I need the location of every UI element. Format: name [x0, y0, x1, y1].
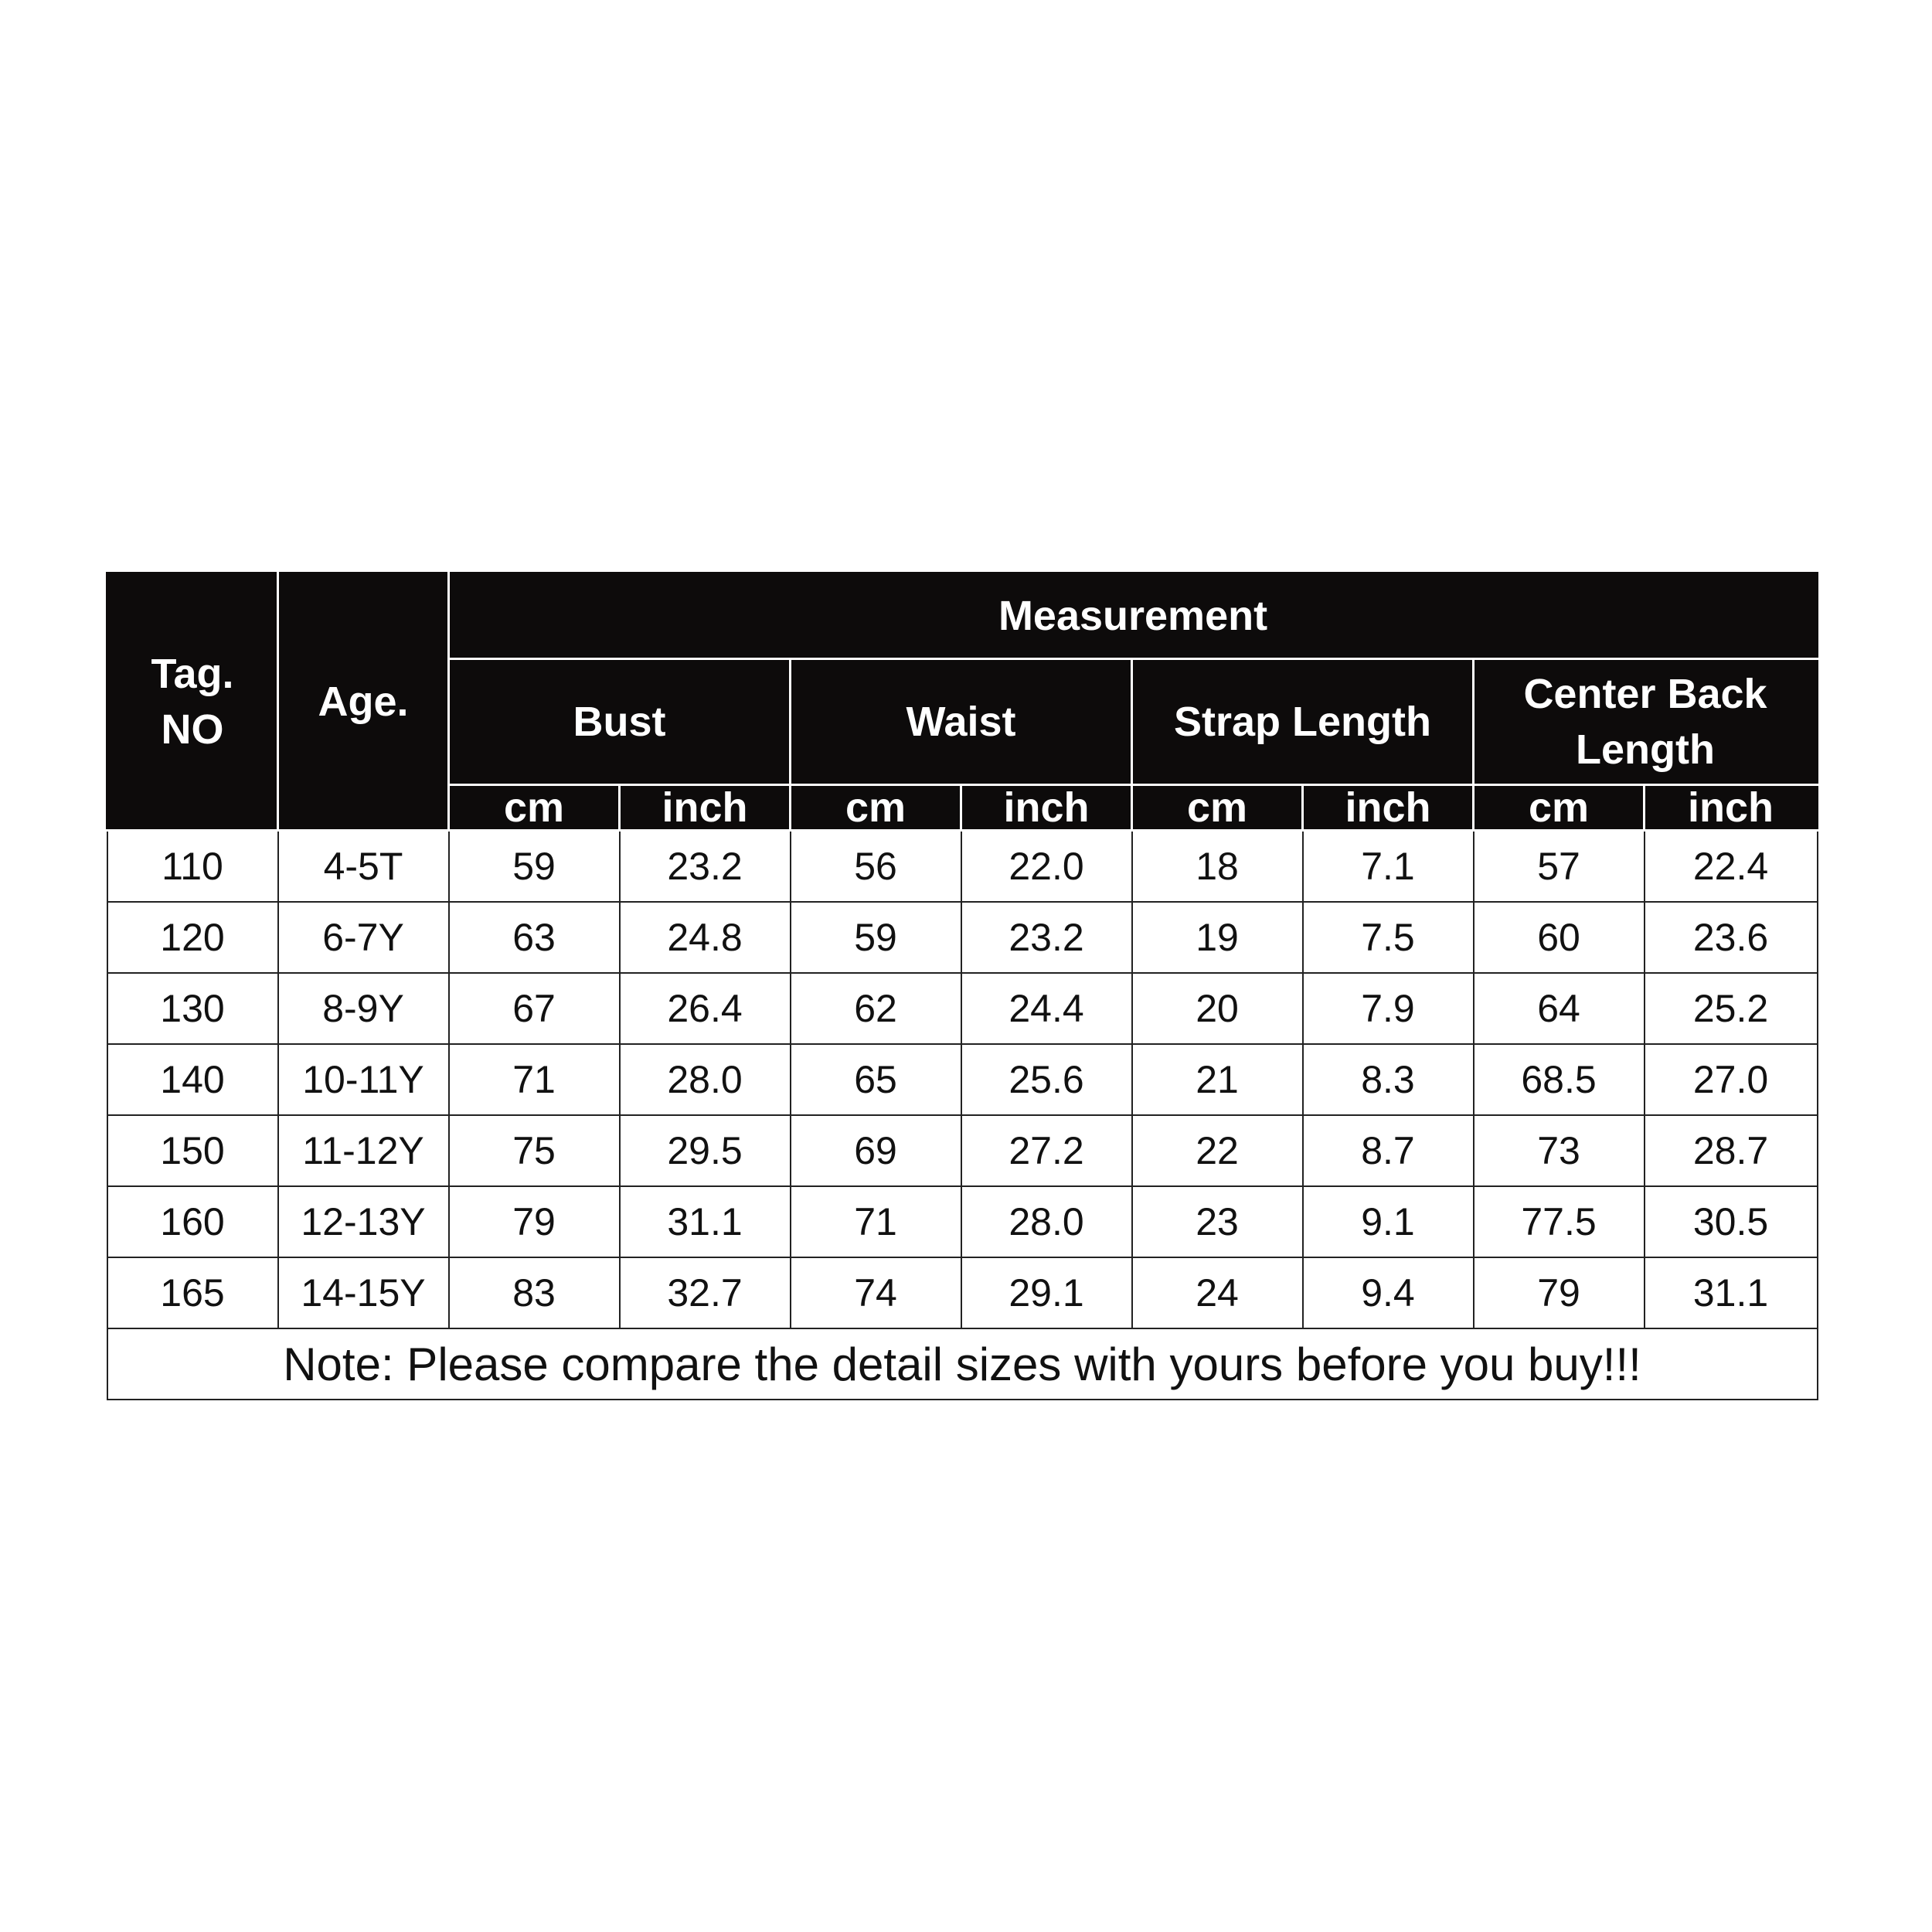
cell-back-cm: 60 — [1474, 902, 1645, 973]
cell-age: 12-13Y — [278, 1186, 449, 1257]
unit-bust-cm: cm — [449, 785, 620, 831]
cell-age: 11-12Y — [278, 1115, 449, 1186]
cell-tag: 165 — [107, 1257, 278, 1328]
cell-bust-inch: 28.0 — [620, 1044, 791, 1115]
cell-back-inch: 30.5 — [1645, 1186, 1818, 1257]
table-row — [107, 1257, 1818, 1328]
cell-age: 10-11Y — [278, 1044, 449, 1115]
cell-bust-cm: 71 — [449, 1044, 620, 1115]
cell-back-cm: 79 — [1474, 1257, 1645, 1328]
cell-back-inch: 25.2 — [1645, 973, 1818, 1044]
table-body — [107, 831, 1818, 1400]
cell-bust-inch: 31.1 — [620, 1186, 791, 1257]
cell-waist-cm: 69 — [791, 1115, 961, 1186]
header-measurement: Measurement — [449, 573, 1818, 659]
cell-waist-cm: 71 — [791, 1186, 961, 1257]
unit-back-inch: inch — [1645, 785, 1818, 831]
table-row — [107, 973, 1818, 1044]
table-row — [107, 1115, 1818, 1186]
cell-bust-inch: 32.7 — [620, 1257, 791, 1328]
cell-age: 8-9Y — [278, 973, 449, 1044]
header-age: Age. — [278, 573, 449, 831]
cell-back-inch: 27.0 — [1645, 1044, 1818, 1115]
cell-strap-inch: 7.1 — [1303, 831, 1474, 903]
cell-age: 14-15Y — [278, 1257, 449, 1328]
unit-waist-cm: cm — [791, 785, 961, 831]
cell-strap-inch: 8.3 — [1303, 1044, 1474, 1115]
cell-tag: 120 — [107, 902, 278, 973]
header-bust: Bust — [449, 659, 791, 785]
cell-bust-cm: 79 — [449, 1186, 620, 1257]
cell-strap-inch: 7.5 — [1303, 902, 1474, 973]
cell-strap-cm: 23 — [1132, 1186, 1303, 1257]
cell-age: 6-7Y — [278, 902, 449, 973]
header-tag-no: Tag. NO — [107, 573, 278, 831]
note-row — [107, 1328, 1818, 1400]
table-header — [107, 573, 1818, 831]
cell-waist-cm: 59 — [791, 902, 961, 973]
cell-bust-cm: 59 — [449, 831, 620, 903]
cell-strap-cm: 21 — [1132, 1044, 1303, 1115]
cell-strap-cm: 18 — [1132, 831, 1303, 903]
cell-waist-inch: 24.4 — [961, 973, 1132, 1044]
table-row — [107, 1044, 1818, 1115]
cell-back-inch: 22.4 — [1645, 831, 1818, 903]
cell-bust-cm: 67 — [449, 973, 620, 1044]
cell-strap-inch: 9.1 — [1303, 1186, 1474, 1257]
cell-tag: 110 — [107, 831, 278, 903]
cell-waist-cm: 56 — [791, 831, 961, 903]
header-center-back-length: Center Back Length — [1474, 659, 1818, 785]
cell-back-cm: 77.5 — [1474, 1186, 1645, 1257]
cell-waist-inch: 22.0 — [961, 831, 1132, 903]
cell-bust-inch: 23.2 — [620, 831, 791, 903]
cell-bust-cm: 75 — [449, 1115, 620, 1186]
cell-back-cm: 64 — [1474, 973, 1645, 1044]
unit-strap-cm: cm — [1132, 785, 1303, 831]
unit-strap-inch: inch — [1303, 785, 1474, 831]
cell-waist-inch: 25.6 — [961, 1044, 1132, 1115]
cell-bust-inch: 24.8 — [620, 902, 791, 973]
cell-waist-cm: 65 — [791, 1044, 961, 1115]
cell-bust-inch: 29.5 — [620, 1115, 791, 1186]
cell-back-inch: 23.6 — [1645, 902, 1818, 973]
unit-waist-inch: inch — [961, 785, 1132, 831]
cell-waist-inch: 27.2 — [961, 1115, 1132, 1186]
cell-tag: 150 — [107, 1115, 278, 1186]
table-row — [107, 902, 1818, 973]
cell-waist-inch: 29.1 — [961, 1257, 1132, 1328]
cell-strap-cm: 22 — [1132, 1115, 1303, 1186]
table-row — [107, 831, 1818, 903]
size-note: Note: Please compare the detail sizes with yours before you buy!!! — [107, 1328, 1818, 1400]
cell-bust-cm: 83 — [449, 1257, 620, 1328]
header-strap-length: Strap Length — [1132, 659, 1474, 785]
cell-strap-cm: 19 — [1132, 902, 1303, 973]
cell-tag: 140 — [107, 1044, 278, 1115]
header-row-measurement — [107, 573, 1818, 659]
cell-strap-inch: 9.4 — [1303, 1257, 1474, 1328]
cell-back-inch: 28.7 — [1645, 1115, 1818, 1186]
cell-tag: 130 — [107, 973, 278, 1044]
cell-strap-cm: 20 — [1132, 973, 1303, 1044]
cell-waist-inch: 23.2 — [961, 902, 1132, 973]
cell-strap-inch: 8.7 — [1303, 1115, 1474, 1186]
cell-bust-cm: 63 — [449, 902, 620, 973]
cell-waist-inch: 28.0 — [961, 1186, 1132, 1257]
cell-strap-inch: 7.9 — [1303, 973, 1474, 1044]
cell-back-cm: 68.5 — [1474, 1044, 1645, 1115]
size-chart-table — [106, 572, 1818, 1400]
cell-tag: 160 — [107, 1186, 278, 1257]
cell-waist-cm: 74 — [791, 1257, 961, 1328]
cell-back-inch: 31.1 — [1645, 1257, 1818, 1328]
cell-back-cm: 57 — [1474, 831, 1645, 903]
cell-age: 4-5T — [278, 831, 449, 903]
cell-back-cm: 73 — [1474, 1115, 1645, 1186]
cell-bust-inch: 26.4 — [620, 973, 791, 1044]
unit-bust-inch: inch — [620, 785, 791, 831]
unit-back-cm: cm — [1474, 785, 1645, 831]
cell-waist-cm: 62 — [791, 973, 961, 1044]
table-row — [107, 1186, 1818, 1257]
header-waist: Waist — [791, 659, 1132, 785]
cell-strap-cm: 24 — [1132, 1257, 1303, 1328]
